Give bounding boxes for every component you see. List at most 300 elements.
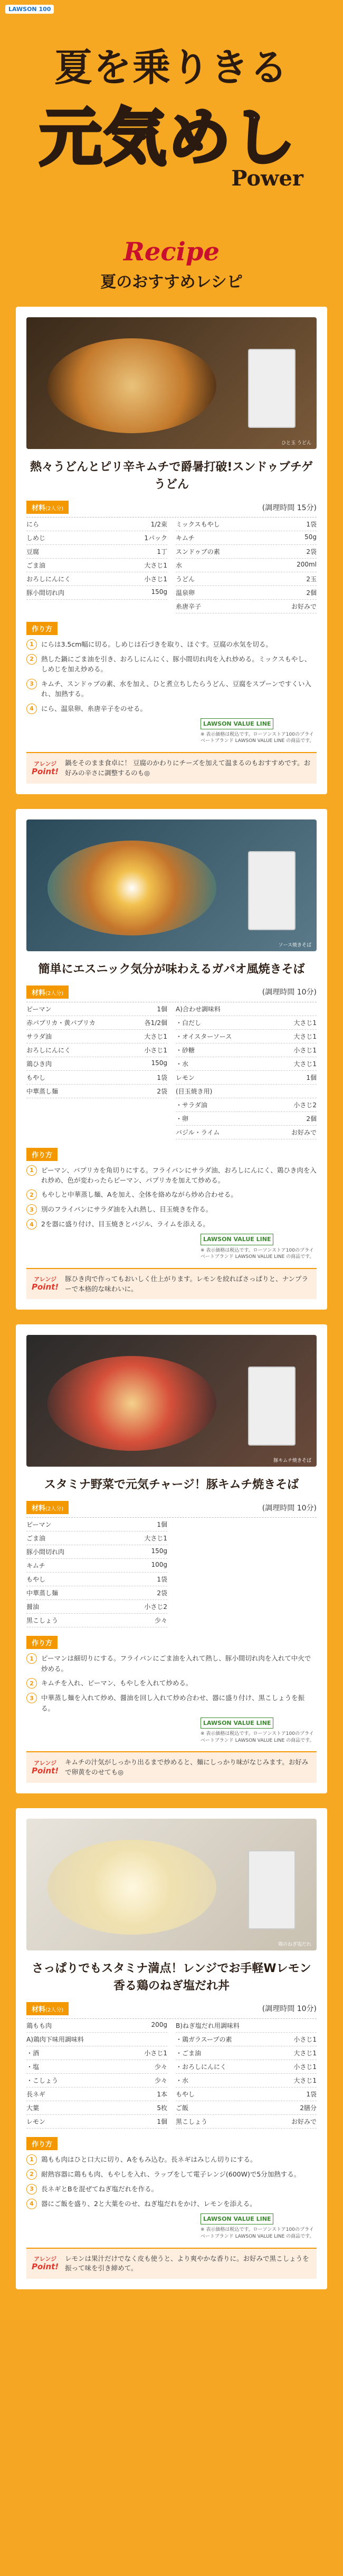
recipe-photo [26,1335,317,1467]
ingredient-row [26,531,167,545]
step-text: キムチ、スンドゥブの素、水を加え、ひと煮立ちしたらうどん、豆腐をスプーンですくい入れ、加熱する。 [41,679,311,698]
ingredient-amount: 150g [151,1059,167,1067]
ingredient-amount: 1袋 [157,1576,167,1584]
lawson-value-badge [201,2213,317,2240]
ingredients-tag: 材料(2人分) [26,1501,69,1514]
recipe-card [16,1324,327,1793]
product-caption: ひと玉 うどん [281,441,311,446]
section-script: Recipe [123,237,220,267]
ingredient-row [176,559,317,572]
ingredient-amount: 2袋 [157,1087,167,1095]
ingredient-name: 醤油 [26,1603,40,1611]
ingredient-name: しめじ [26,534,46,542]
cook-time: (調理時間 10分) [262,2005,317,2014]
step-number: 1 [26,2154,37,2165]
ingredient-name: 中華蒸し麺 [26,1087,59,1095]
step-item [26,1653,317,1674]
step-number: 3 [26,679,37,689]
lawson-value-badge [201,1234,317,1261]
steps-tag: 作り方 [26,1636,58,1649]
step-number: 3 [26,1204,37,1215]
ingredients-header [26,985,317,999]
ingredient-name: ・卵 [176,1115,189,1123]
ingredient-row [26,518,167,531]
arrange-point [26,1751,317,1783]
ingredient-amount: お好みで [291,2118,317,2125]
ingredient-column [176,1518,317,1627]
point-word: Point! [32,1282,59,1292]
ingredient-amount: 2袋 [306,548,317,555]
lawson-value-badge [201,718,317,745]
ingredient-amount: 小さじ2 [293,1101,317,1109]
steps-tag: 作り方 [26,622,58,635]
lawson-value-note: ※ 表示価格は税込です。ローソンストア100のプライベートブランド LAWSON VALUE LINE の商品です。 [201,2227,315,2239]
step-number: 1 [26,639,37,650]
dish-image [47,841,216,935]
step-text: にら、温泉卵、糸唐辛子をのせる。 [41,704,147,713]
step-item [26,1189,317,1200]
lawson-value-note: ※ 表示価格は税込です。ローソンストア100のプライベートブランド LAWSON VALUE LINE の商品です。 [201,1247,315,1260]
steps-tag: 作り方 [26,2137,58,2150]
ingredient-name: ・塩 [26,2063,40,2071]
ingredient-name: ・水 [176,1060,189,1068]
arrange-label: アレンジ [34,1276,57,1283]
cook-time: (調理時間 10分) [262,988,317,997]
step-number: 2 [26,2169,37,2180]
recipe-name: 熱々うどんとピリ辛キムチで爵暑打破!スンドゥブチゲうどん [30,461,313,491]
ingredient-name: A)合わせ調味料 [176,1005,221,1013]
ingredient-table [26,517,317,613]
step-item [26,1678,317,1689]
ingredient-row [26,2033,167,2046]
ingredient-column [176,518,317,613]
lawson-value-logo: LAWSON VALUE LINE [201,1718,273,1729]
ingredient-amount: 小さじ1 [144,1046,167,1054]
ingredient-name: もやし [26,1576,46,1584]
servings-label: (2人分) [45,990,64,997]
servings-label: (2人分) [45,506,64,512]
ingredients-tag: 材料(2人分) [26,501,69,514]
step-text: 耐熱容器に鶏もも肉、もやしを入れ、ラップをして電子レンジ(600W)で5分加熱する。 [41,2170,301,2178]
recipe-name: 簡単にエスニック気分が味わえるガパオ風焼きそば [38,962,305,976]
step-number: 3 [26,1693,37,1703]
step-number: 4 [26,2199,37,2209]
ingredient-row [176,2046,317,2060]
ingredient-name: バジル・ライム [176,1128,220,1136]
ingredient-name: 赤パプリカ・黄パプリカ [26,1019,96,1027]
ingredient-row [26,1531,167,1545]
ingredient-row [26,545,167,559]
ingredient-name: キムチ [26,1562,45,1570]
ingredient-row [176,2115,317,2129]
arrange-point-text: 豚ひき肉で作ってもおいしく仕上がります。レモンを絞ればさっぱりと、ナンプラーで本格的な味わいに。 [65,1274,309,1293]
ingredient-row [26,1586,167,1600]
ingredient-amount: 小さじ1 [144,575,167,583]
steps-list [26,1165,317,1230]
arrange-label: アレンジ [34,1759,57,1767]
ingredient-name: ・ごま油 [176,2049,202,2057]
ingredient-amount: 1本 [157,2090,167,2098]
dish-image [47,1840,216,1935]
ingredient-row [26,1002,167,1016]
ingredient-row [26,1057,167,1071]
ingredient-row [176,1085,317,1098]
step-item [26,1204,317,1215]
ingredient-name: ・白だし [176,1019,202,1027]
ingredient-row [176,1043,317,1057]
ingredient-name: もやし [26,1074,46,1081]
hero-headline-top: 夏を乗りきる [54,45,289,90]
arrange-point-label [32,1760,59,1775]
ingredient-name: ・鶏ガラスープの素 [176,2035,232,2043]
ingredient-row [176,1016,317,1030]
ingredient-amount: 小さじ1 [293,2063,317,2071]
ingredient-amount: 大さじ1 [293,1019,317,1027]
ingredient-name: おろしにんにく [26,575,71,583]
ingredient-row [176,545,317,559]
ingredient-column [26,2019,167,2129]
lawson-value-badge-row [26,1234,317,1261]
dish-image [47,338,216,433]
recipe-photo [26,317,317,449]
ingredient-row [176,1071,317,1085]
ingredient-amount: 1個 [306,1074,317,1081]
ingredient-amount: 2膳分 [300,2104,317,2112]
ingredient-table [26,2018,317,2129]
ingredient-row [26,586,167,600]
ingredient-row [26,1573,167,1586]
lawson-value-logo: LAWSON VALUE LINE [201,718,273,729]
ingredient-row [26,2046,167,2060]
steps-list [26,2154,317,2209]
step-number: 2 [26,1189,37,1200]
product-caption: 豚キムチ焼きそば [273,1458,311,1464]
ingredient-name: 大葉 [26,2104,40,2112]
ingredient-row [176,600,317,613]
ingredient-row [26,2101,167,2115]
steps-header [26,2137,317,2150]
step-item [26,639,317,650]
ingredient-row [176,572,317,586]
step-text: ピーマン、パプリカを角切りにする。フライパンにサラダ油、おろしにんにく、鶏ひき肉を入れ炒め、色が変わったらピーマン、パプリカを加えて炒める。 [41,1166,317,1184]
ingredient-row [26,2060,167,2074]
ingredient-amount: 小さじ2 [144,1603,167,1611]
steps-list [26,1653,317,1713]
ingredient-amount: 小さじ1 [144,2049,167,2057]
ingredient-name: ・こしょう [26,2076,59,2084]
ingredient-amount: 50g [304,533,317,541]
ingredient-row [26,1016,167,1030]
servings-label: (2人分) [45,1506,64,1513]
step-text: 長ネギとBを混ぜてねぎ塩だれを作る。 [41,2184,158,2193]
ingredient-row [26,1030,167,1043]
ingredient-name: 黒こしょう [176,2118,208,2125]
ingredient-column [176,1002,317,1139]
recipe-photo [26,819,317,951]
ingredient-table [26,1517,317,1627]
point-word: Point! [32,1766,59,1776]
ingredient-row [176,1112,317,1126]
ingredient-row [26,2115,167,2129]
ingredient-row [26,572,167,586]
ingredient-amount: 200ml [297,561,317,568]
ingredient-amount: 大さじ1 [144,1535,167,1543]
product-pack-image [248,1850,296,1929]
ingredient-row [176,2033,317,2046]
step-item [26,2154,317,2165]
cook-time: (調理時間 15分) [262,503,317,512]
ingredient-name: ・砂糖 [176,1046,195,1054]
point-word: Point! [32,2262,59,2272]
ingredients-header [26,501,317,514]
steps-header [26,622,317,635]
ingredient-name: レモン [26,2118,46,2125]
step-number: 3 [26,2184,37,2194]
recipe-name: スタミナ野菜で元気チャージ！豚キムチ焼きそば [44,1478,299,1492]
recipe-card [16,809,327,1310]
ingredient-name: ピーマン [26,1521,52,1529]
ingredient-name: ミックスもやし [176,521,220,528]
ingredient-name: スンドゥブの素 [176,548,220,555]
product-caption: 鶏のねぎ塩だれ [278,1941,311,1947]
ingredient-name: レモン [176,1074,195,1081]
ingredient-row [176,2019,317,2033]
ingredient-amount: 5枚 [157,2104,167,2112]
ingredient-amount: 100g [151,1561,167,1569]
step-number: 1 [26,1165,37,1176]
step-item [26,2184,317,2194]
step-item [26,2169,317,2180]
ingredient-row [176,2074,317,2087]
step-text: 器にご飯を盛り、2と大葉をのせ、ねぎ塩だれをかけ、レモンを添える。 [41,2199,256,2208]
ingredient-name: 豚小間切れ肉 [26,589,65,597]
ingredient-amount: 大さじ1 [293,2049,317,2057]
arrange-point-text: レモンは果汁だけでなく皮も使うと、より爽やかな香りに。お好みで黒こしょうを振って味を引き締めて。 [65,2254,309,2272]
ingredient-row [26,1600,167,1614]
ingredient-amount: 1個 [157,1521,167,1529]
ingredient-name: にら [26,521,40,528]
ingredient-name: ・オイスターソース [176,1032,232,1040]
ingredient-column [26,1518,167,1627]
ingredient-amount: 2袋 [157,1589,167,1597]
cook-time: (調理時間 10分) [262,1504,317,1513]
ingredient-name: ご飯 [176,2104,189,2112]
lawson-value-note: ※ 表示価格は税込です。ローソンストア100のプライベートブランド LAWSON VALUE LINE の商品です。 [201,731,315,744]
ingredient-name: もやし [176,2090,195,2098]
ingredients-header [26,2002,317,2015]
section-subtitle: 夏のおすすめレシピ [100,273,243,291]
step-text: もやしと中華蒸し麺、Aを加え、全体を絡めながら炒め合わせる。 [41,1191,237,1199]
lawson-value-logo: LAWSON VALUE LINE [201,1234,273,1245]
steps-header [26,1148,317,1161]
lawson-logo[interactable]: LAWSON 100 [5,5,54,14]
dish-image [47,1356,216,1451]
ingredient-name: ごま油 [26,1535,46,1543]
arrange-point-label [32,2256,59,2271]
ingredient-row [26,2074,167,2087]
ingredient-row [26,1614,167,1627]
step-text: キムチを入れ、ピーマン、もやしを入れて炒める。 [41,1679,193,1687]
step-item [26,1693,317,1713]
ingredient-amount: 大さじ1 [144,562,167,569]
step-text: 2を器に盛り付け、目玉焼きとバジル、ライムを添える。 [41,1220,209,1228]
ingredient-amount: 大さじ1 [144,1032,167,1040]
ingredient-amount: 2玉 [306,575,317,583]
lawson-value-logo: LAWSON VALUE LINE [201,2213,273,2224]
step-text: にらは3.5cm幅に切る。しめじは石づきを取り、ほぐす。豆腐の水気を切る。 [41,640,272,648]
ingredient-amount: 1個 [157,1005,167,1013]
ingredient-amount: 1袋 [306,2090,317,2098]
product-pack-image [248,349,296,428]
section-title [0,237,343,292]
hero-headline-big: 元気めし [40,101,298,174]
top-bar [0,0,343,16]
ingredient-name: サラダ油 [26,1032,52,1040]
step-text: 鶏もも肉はひと口大に切り、Aをもみ込む。長ネギはみじん切りにする。 [41,2155,257,2163]
step-item [26,2199,317,2209]
ingredient-column [26,518,167,613]
ingredient-amount: 小さじ1 [293,2035,317,2043]
hero-power-word: Power [231,166,303,191]
ingredient-name: 水 [176,562,183,569]
ingredient-row [176,2060,317,2074]
ingredient-row [176,1126,317,1139]
ingredients-tag: 材料(2人分) [26,985,69,999]
ingredients-tag: 材料(2人分) [26,2002,69,2015]
ingredient-amount: 1パック [144,534,167,542]
ingredient-column [176,2019,317,2129]
ingredient-name: (目玉焼き用) [176,1087,213,1095]
ingredient-row [176,518,317,531]
recipe-photo [26,1819,317,1950]
ingredient-name: 豆腐 [26,548,40,555]
ingredient-amount: 1袋 [306,521,317,528]
ingredient-amount: 2個 [306,1115,317,1123]
ingredient-row [26,2019,167,2033]
ingredient-table [26,1002,317,1139]
lawson-value-badge [201,1718,317,1744]
ingredient-amount: 2個 [306,589,317,597]
product-pack-image [248,851,296,930]
ingredient-amount: 大さじ1 [293,1060,317,1068]
ingredient-amount: 小さじ1 [293,1046,317,1054]
ingredient-name: 豚小間切れ肉 [26,1548,65,1556]
ingredient-amount: 200g [151,2021,167,2028]
lawson-value-badge-row [26,1718,317,1744]
ingredient-row [26,1071,167,1085]
ingredient-name: ・サラダ油 [176,1101,207,1109]
step-text: 中華蒸し麺を入れて炒め、醤油を回し入れて炒め合わせ、器に盛り付け、黒こしょうを振る。 [41,1694,305,1712]
ingredient-name: うどん [176,575,195,583]
arrange-point-text: 鍋をそのまま食卓に！ 豆腐のかわりにチーズを加えて温まるのもおすすめです。お好みの辛さに調整するのも◎ [65,759,311,777]
ingredient-name: キムチ [176,534,195,542]
ingredient-amount: 大さじ1 [293,1032,317,1040]
ingredient-row [176,2101,317,2115]
step-number: 4 [26,1219,37,1230]
step-number: 4 [26,704,37,714]
ingredient-name: ・おろしにんにく [176,2063,227,2071]
step-item [26,1165,317,1186]
steps-tag: 作り方 [26,1148,58,1161]
ingredient-name: 鶏もも肉 [26,2022,52,2029]
ingredient-row [26,1085,167,1098]
ingredient-amount: 少々 [154,1617,167,1625]
recipe-list [0,307,343,2289]
step-text: 熱した鍋にごま油を引き、おろしにんにく、豚小間切れ肉を入れ炒める。ミックスもやし、しめじを加え炒める。 [41,655,311,674]
ingredient-amount: 各1/2個 [144,1019,167,1027]
ingredient-row [26,2087,167,2101]
hero-headline-main [24,101,319,207]
ingredients-header [26,1501,317,1514]
ingredient-amount: 1個 [157,2118,167,2125]
ingredient-row [176,1030,317,1043]
ingredient-amount: 少々 [154,2063,167,2071]
ingredient-name: 黒こしょう [26,1617,59,1625]
recipe-name: さっぱりでもスタミナ満点！レンジでお手軽Wレモン香る鶏のねぎ塩だれ丼 [32,1962,311,1993]
ingredient-name: ピーマン [26,1005,52,1013]
arrange-label: アレンジ [34,2256,57,2263]
ingredient-name: 温泉卵 [176,589,195,597]
ingredient-row [26,1518,167,1531]
ingredient-amount: 少々 [154,2076,167,2084]
product-caption: ソース焼きそば [278,942,311,948]
arrange-point [26,2248,317,2279]
ingredient-name: B)ねぎ塩だれ用調味料 [176,2022,240,2029]
recipe-card [16,307,327,794]
lawson-value-note: ※ 表示価格は税込です。ローソンストア100のプライベートブランド LAWSON VALUE LINE の商品です。 [201,1731,315,1743]
ingredient-name: 鶏ひき肉 [26,1060,52,1068]
ingredient-amount: お好みで [291,1128,317,1136]
arrange-point-label [32,1276,59,1292]
ingredient-row [26,1559,167,1573]
arrange-point-label [32,761,59,776]
step-number: 2 [26,654,37,665]
ingredient-amount: 1袋 [157,1074,167,1081]
ingredient-row [176,2087,317,2101]
product-pack-image [248,1367,296,1446]
steps-header [26,1636,317,1649]
ingredient-name: おろしにんにく [26,1046,71,1054]
ingredient-amount: 1/2束 [150,521,167,528]
ingredient-row [176,586,317,600]
steps-list [26,639,317,714]
ingredient-column [26,1002,167,1139]
step-text: 別のフライパンにサラダ油を入れ熱し、目玉焼きを作る。 [41,1205,213,1214]
ingredient-name: 中華蒸し麺 [26,1589,59,1597]
ingredient-amount: 150g [151,588,167,596]
lawson-value-badge-row [26,718,317,745]
ingredient-name: 長ネギ [26,2090,46,2098]
ingredient-amount: 150g [151,1547,167,1555]
step-item [26,704,317,714]
servings-label: (2人分) [45,2007,64,2013]
step-number: 1 [26,1653,37,1664]
ingredient-name: ・酒 [26,2049,40,2057]
ingredient-name: ・水 [176,2076,189,2084]
step-number: 2 [26,1678,37,1689]
arrange-point [26,752,317,784]
point-word: Point! [32,766,59,776]
step-item [26,1219,317,1230]
ingredient-row [26,1043,167,1057]
arrange-point-text: キムチの汁気がしっかり出るまで炒めると、麺にしっかり味がなじみます。お好みで卵黄をのせても◎ [65,1758,309,1777]
ingredient-row [26,559,167,572]
recipe-card [16,1808,327,2289]
ingredient-amount: 1丁 [157,548,167,555]
ingredient-name: ごま油 [26,562,46,569]
step-item [26,654,317,675]
step-item [26,679,317,699]
